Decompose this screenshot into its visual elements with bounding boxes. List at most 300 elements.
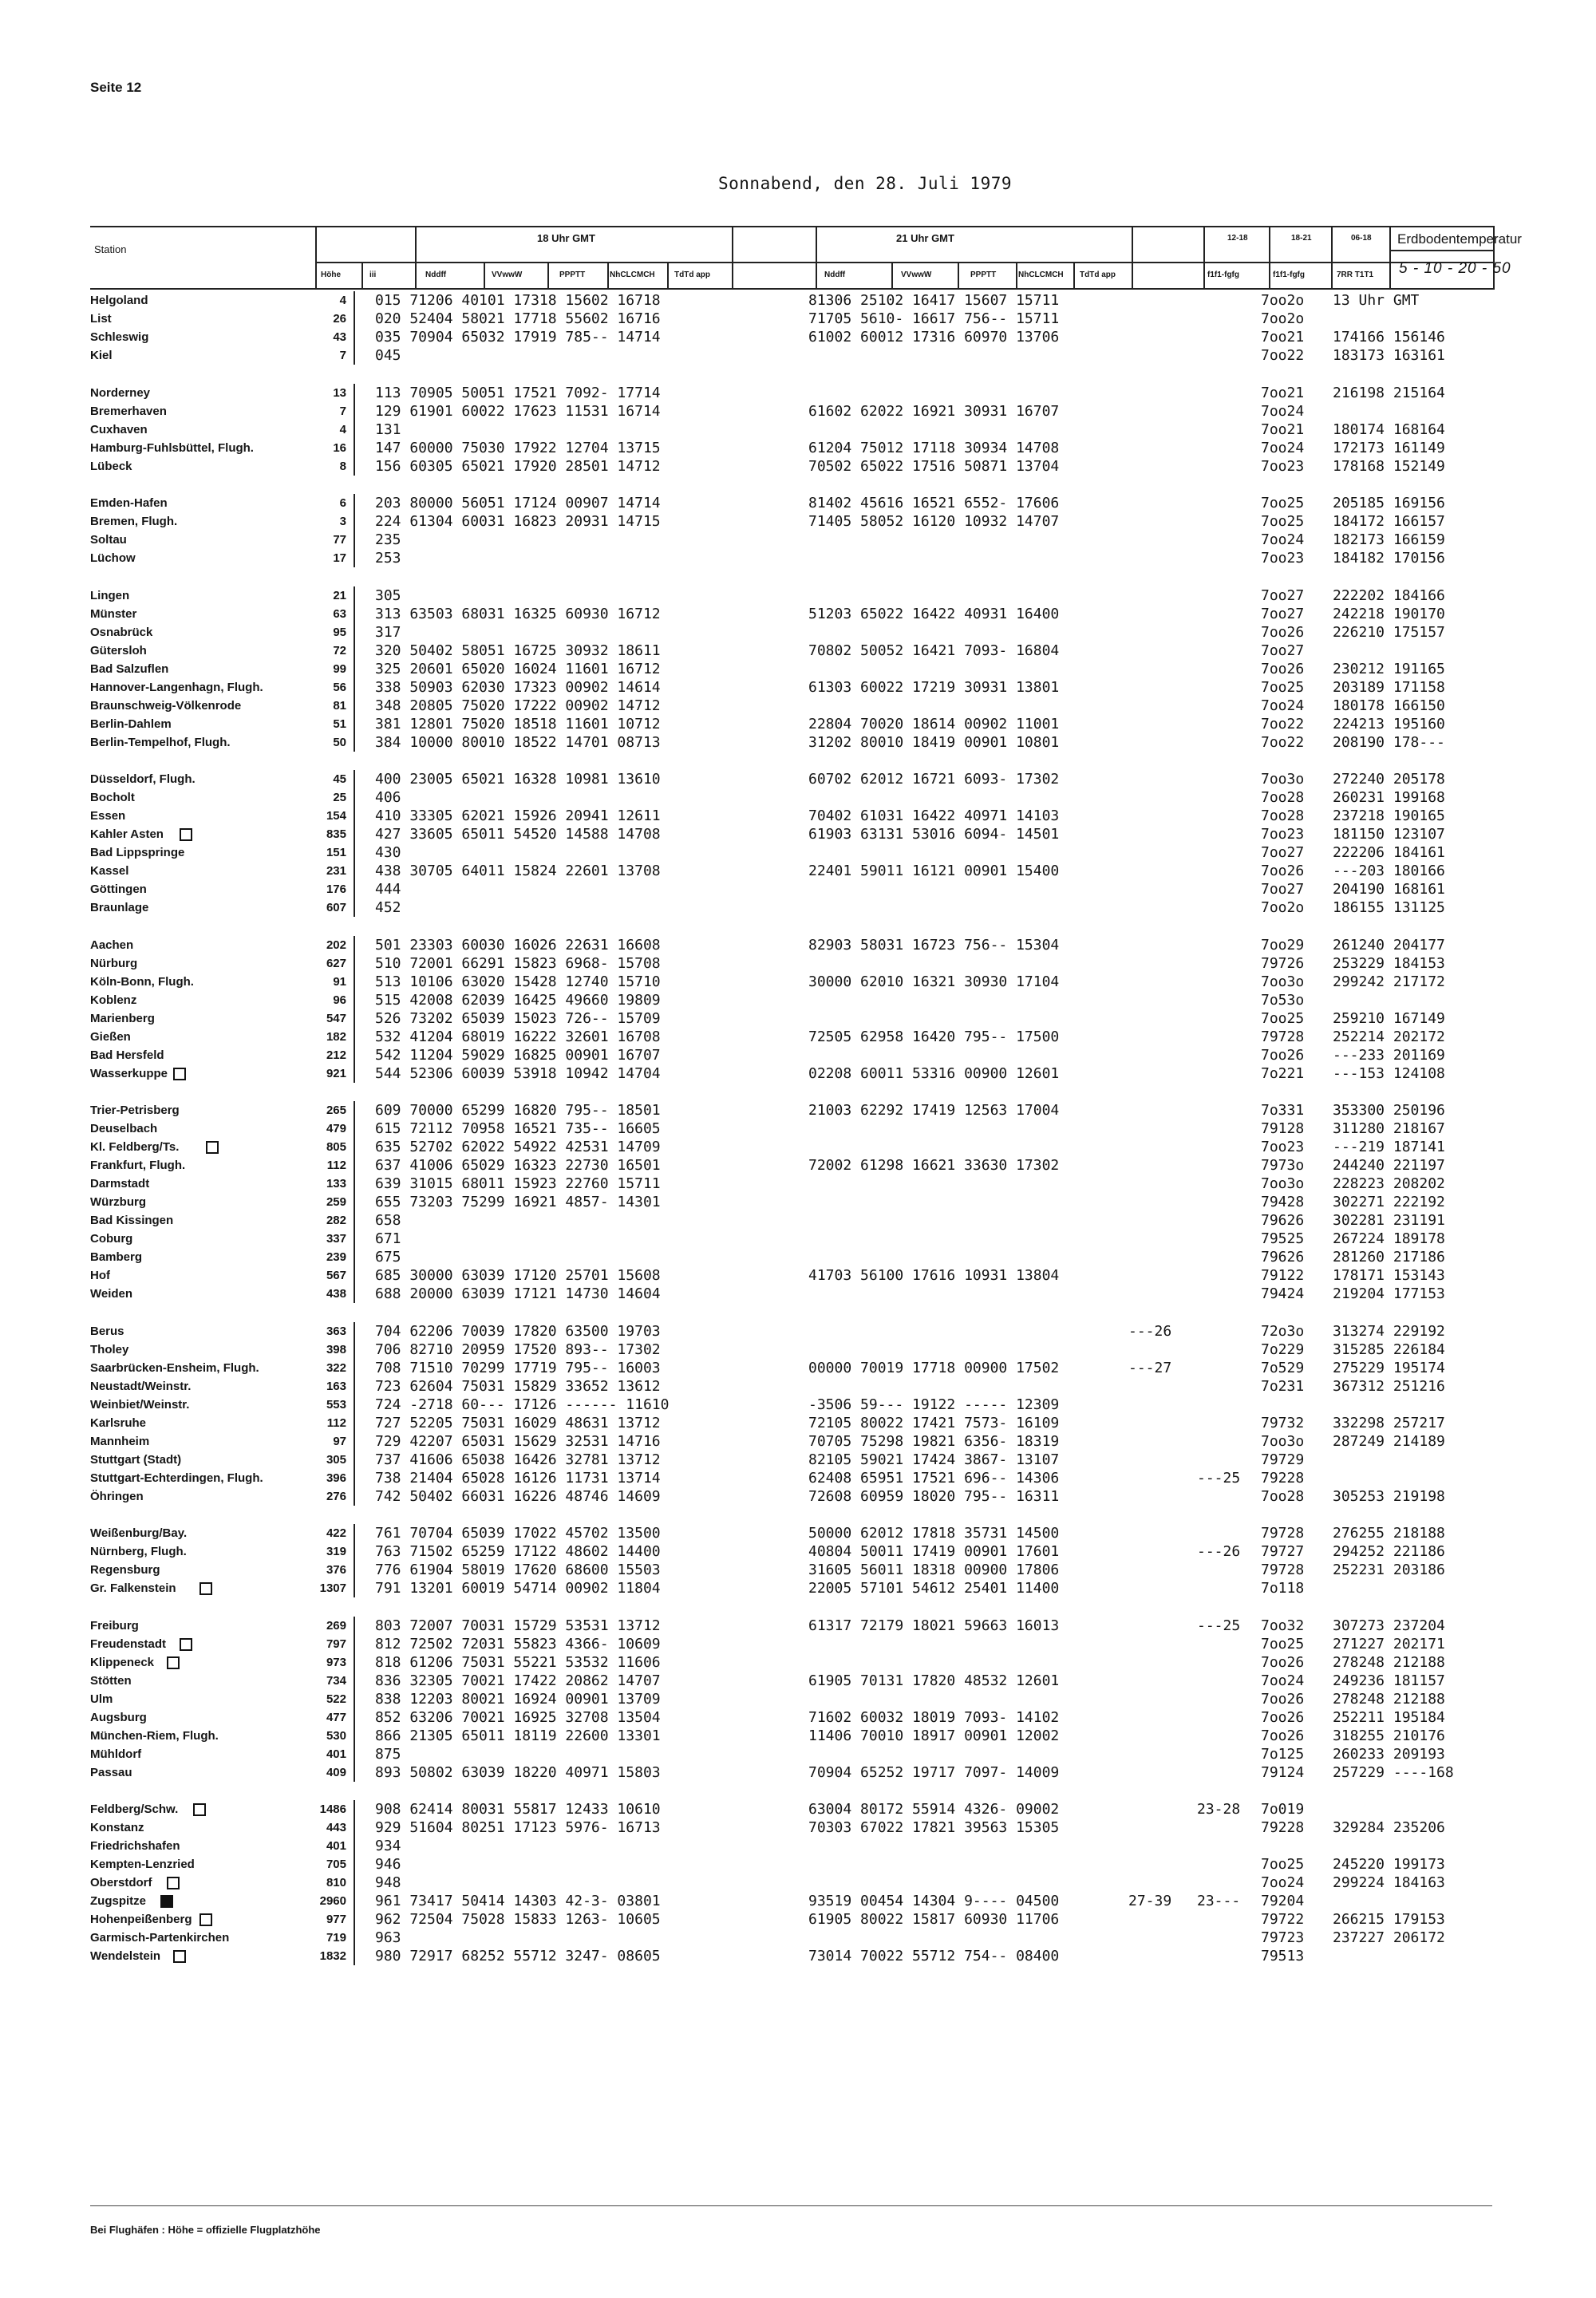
station-altitude: 182 [326, 1029, 346, 1044]
obs-21-utc: 72608 60959 18020 795-- 16311 [808, 1487, 1060, 1505]
soil-temperature: 178171 153143 [1333, 1267, 1445, 1284]
column-rule [354, 291, 355, 365]
obs-21-utc: 61002 60012 17316 60970 13706 [808, 329, 1060, 345]
mountain-station-marker-icon [173, 1068, 186, 1080]
temp-extremes-06-18: 7oo24 [1261, 1874, 1305, 1891]
temp-extremes-06-18: 7oo3o [1261, 973, 1305, 990]
station-altitude: 607 [326, 901, 346, 914]
obs-21-utc: 70402 61031 16422 40971 14103 [808, 807, 1060, 824]
station-name: Soltau [90, 533, 127, 547]
station-altitude: 401 [326, 1839, 346, 1853]
obs-18-utc: 723 62604 75031 15829 33652 13612 [375, 1377, 661, 1395]
station-name: Kiel [90, 349, 113, 362]
station-altitude: 212 [326, 1048, 346, 1062]
table-row [0, 1524, 1596, 1542]
soil-temperature: 244240 221197 [1333, 1157, 1445, 1174]
header-col-4: NhCLCMCH [610, 270, 655, 279]
temp-extremes-06-18: 7oo3o [1261, 771, 1305, 788]
station-name: Lüchow [90, 551, 136, 565]
station-name: Weinbiet/Weinstr. [90, 1397, 190, 1412]
soil-temperature: 237218 190165 [1333, 807, 1445, 824]
soil-temperature: 318255 210176 [1333, 1727, 1445, 1744]
station-name: Essen [90, 809, 126, 823]
temp-extremes-06-18: 79728 [1261, 1525, 1305, 1542]
station-altitude: 567 [326, 1269, 346, 1282]
station-altitude: 401 [326, 1747, 346, 1761]
max-wind-18-21: ---26 [1197, 1543, 1241, 1560]
header-col-3: PPPTT [559, 270, 586, 279]
obs-21-utc: 70502 65022 17516 50871 13704 [808, 457, 1060, 475]
obs-18-utc: 317 [375, 623, 401, 641]
temp-extremes-06-18: 79128 [1261, 1120, 1305, 1137]
temp-extremes-06-18: 7oo26 [1261, 1046, 1305, 1064]
obs-21-utc: 22804 70020 18614 00902 11001 [808, 715, 1060, 732]
soil-temperature: 275229 195174 [1333, 1359, 1445, 1376]
table-row [0, 991, 1596, 1009]
soil-temperature: 329284 235206 [1333, 1819, 1445, 1836]
table-row [0, 1009, 1596, 1028]
station-name: Bad Kissingen [90, 1214, 174, 1227]
obs-18-utc: 729 42207 65031 15629 32531 14716 [375, 1432, 661, 1450]
obs-18-utc: 761 70704 65039 17022 45702 13500 [375, 1525, 661, 1542]
soil-temperature: ---219 187141 [1333, 1139, 1445, 1155]
table-row [0, 1561, 1596, 1579]
station-name: Hohenpeißenberg [90, 1913, 192, 1926]
station-name: Frankfurt, Flugh. [90, 1159, 186, 1172]
mountain-station-marker-icon [180, 828, 192, 841]
station-altitude: 973 [326, 1655, 346, 1669]
obs-18-utc: 513 10106 63020 15428 12740 15710 [375, 973, 661, 990]
station-name: Kahler Asten [90, 827, 164, 841]
temp-extremes-06-18: 7oo26 [1261, 1727, 1305, 1744]
station-name: Wendelstein [90, 1949, 161, 1963]
table-row [0, 1248, 1596, 1266]
table-row [0, 715, 1596, 733]
station-name: Osnabrück [90, 625, 153, 639]
temp-extremes-06-18: 7oo27 [1261, 586, 1305, 604]
temp-extremes-06-18: 7oo24 [1261, 531, 1305, 548]
table-row [0, 642, 1596, 660]
obs-21-utc: 61204 75012 17118 30934 14708 [808, 439, 1060, 456]
temp-extremes-06-18: 7oo28 [1261, 789, 1305, 806]
obs-21-utc: 81306 25102 16417 15607 15711 [808, 292, 1060, 309]
obs-21-utc: 72505 62958 16420 795-- 17500 [808, 1028, 1060, 1045]
station-name: Braunschweig-Völkenrode [90, 698, 242, 713]
table-row [0, 733, 1596, 752]
obs-18-utc: 325 20601 65020 16024 11601 16712 [375, 660, 661, 677]
table-row [0, 531, 1596, 549]
temp-extremes-06-18: 7oo24 [1261, 1672, 1305, 1689]
soil-temperature: 267224 189178 [1333, 1230, 1445, 1247]
station-altitude: 477 [326, 1710, 346, 1724]
table-row [0, 1947, 1596, 1965]
obs-18-utc: 980 72917 68252 55712 3247- 08605 [375, 1948, 661, 1964]
table-row [0, 586, 1596, 605]
mountain-station-marker-icon [206, 1141, 219, 1154]
temp-extremes-06-18: 7oo27 [1261, 605, 1305, 622]
obs-18-utc: 818 61206 75031 55221 53532 11606 [375, 1653, 661, 1671]
station-name: Nürburg [90, 956, 138, 970]
table-row [0, 1211, 1596, 1230]
table-row [0, 1763, 1596, 1782]
table-row [0, 1542, 1596, 1561]
station-name: Trier-Petrisberg [90, 1104, 180, 1117]
obs-18-utc: 384 10000 80010 18522 14701 08713 [375, 733, 661, 751]
station-altitude: 805 [326, 1140, 346, 1154]
soil-temperature: 311280 218167 [1333, 1120, 1445, 1137]
table-row [0, 1469, 1596, 1487]
station-altitude: 1307 [319, 1581, 346, 1595]
station-altitude: 51 [333, 717, 346, 731]
table-row [0, 1579, 1596, 1597]
station-name: Göttingen [90, 882, 147, 896]
table-row [0, 1322, 1596, 1340]
station-altitude: 97 [333, 1434, 346, 1448]
soil-temperature: ---233 201169 [1333, 1046, 1445, 1064]
obs-21-utc: 63004 80172 55914 4326- 09002 [808, 1801, 1060, 1818]
temp-extremes-06-18: 7oo23 [1261, 550, 1305, 567]
station-altitude: 133 [326, 1177, 346, 1190]
obs-18-utc: 224 61304 60031 16823 20931 14715 [375, 513, 661, 530]
temp-extremes-06-18: 79124 [1261, 1763, 1305, 1781]
station-name: Bremerhaven [90, 404, 167, 418]
table-row [0, 1377, 1596, 1396]
table-row [0, 862, 1596, 880]
obs-18-utc: 637 41006 65029 16323 22730 16501 [375, 1157, 661, 1174]
obs-18-utc: 609 70000 65299 16820 795-- 18501 [375, 1102, 661, 1119]
obs-18-utc: 704 62206 70039 17820 63500 19703 [375, 1322, 661, 1340]
date-line: Sonnabend, den 28. Juli 1979 [718, 174, 1013, 193]
table-row [0, 439, 1596, 457]
soil-temperature: ---153 124108 [1333, 1064, 1445, 1082]
obs-18-utc: 961 73417 50414 14303 42-3- 03801 [375, 1893, 661, 1909]
temp-extremes-06-18: 72o3o [1261, 1322, 1305, 1340]
soil-temperature: 242218 190170 [1333, 605, 1445, 622]
station-name: Düsseldorf, Flugh. [90, 772, 196, 786]
temp-extremes-06-18: 79228 [1261, 1469, 1305, 1487]
station-altitude: 26 [333, 312, 346, 326]
table-row [0, 788, 1596, 807]
table-row [0, 421, 1596, 439]
table-row [0, 843, 1596, 862]
station-altitude: 202 [326, 938, 346, 952]
station-altitude: 231 [326, 864, 346, 878]
max-wind-18-21: 23--- [1197, 1893, 1241, 1909]
station-altitude: 176 [326, 882, 346, 896]
station-name: Münster [90, 606, 137, 621]
station-altitude: 91 [333, 974, 346, 989]
obs-18-utc: 430 [375, 844, 401, 861]
station-name: Öhringen [90, 1489, 144, 1503]
temp-extremes-06-18: 7o221 [1261, 1064, 1305, 1082]
header-sub-3: 7RR T1T1 [1337, 270, 1374, 279]
temp-extremes-06-18: 7oo22 [1261, 347, 1305, 364]
station-altitude: 479 [326, 1122, 346, 1135]
temp-extremes-06-18: 7oo22 [1261, 733, 1305, 751]
temp-extremes-06-18: 7o53o [1261, 991, 1305, 1009]
temp-extremes-06-18: 7oo28 [1261, 1487, 1305, 1505]
soil-temperature: 260233 209193 [1333, 1745, 1445, 1763]
temp-extremes-06-18: 79122 [1261, 1267, 1305, 1284]
station-name: Marienberg [90, 1011, 155, 1025]
station-altitude: 95 [333, 625, 346, 639]
station-name: Cuxhaven [90, 422, 148, 436]
soil-temperature: 253229 184153 [1333, 954, 1445, 972]
station-altitude: 438 [326, 1287, 346, 1301]
table-row [0, 954, 1596, 973]
max-wind-12-18: ---27 [1128, 1359, 1172, 1376]
obs-21-utc: 11406 70010 18917 00901 12002 [808, 1727, 1060, 1744]
obs-18-utc: 852 63206 70021 16925 32708 13504 [375, 1708, 661, 1726]
station-altitude: 977 [326, 1913, 346, 1926]
table-row [0, 1727, 1596, 1745]
soil-temperature: 278248 212188 [1333, 1690, 1445, 1708]
temp-extremes-06-18: 7oo24 [1261, 402, 1305, 420]
obs-18-utc: 400 23005 65021 16328 10981 13610 [375, 771, 661, 788]
station-altitude: 719 [326, 1931, 346, 1945]
station-altitude: 322 [326, 1360, 346, 1375]
column-rule [354, 494, 355, 567]
station-name: Coburg [90, 1232, 133, 1246]
station-altitude: 305 [326, 1452, 346, 1467]
table-row [0, 384, 1596, 402]
obs-21-utc: 61602 62022 16921 30931 16707 [808, 402, 1060, 420]
soil-temperature: 172173 161149 [1333, 439, 1445, 456]
soil-temperature: 183173 163161 [1333, 347, 1445, 364]
soil-temperature: 178168 152149 [1333, 457, 1445, 475]
station-altitude: 810 [326, 1876, 346, 1889]
temp-extremes-06-18: 7oo2o [1261, 899, 1305, 916]
station-name: Feldberg/Schw. [90, 1802, 179, 1816]
table-row [0, 1340, 1596, 1359]
obs-21-utc: 41703 56100 17616 10931 13804 [808, 1267, 1060, 1284]
temp-extremes-06-18: 79727 [1261, 1543, 1305, 1560]
obs-21-utc: 31202 80010 18419 00901 10801 [808, 733, 1060, 751]
temp-extremes-06-18: 7oo22 [1261, 715, 1305, 732]
soil-temperature: 315285 226184 [1333, 1340, 1445, 1358]
table-row [0, 880, 1596, 898]
obs-18-utc: 763 71502 65259 17122 48602 14400 [375, 1543, 661, 1560]
soil-temperature: 287249 214189 [1333, 1432, 1445, 1450]
obs-18-utc: 685 30000 63039 17120 25701 15608 [375, 1267, 661, 1284]
temp-extremes-06-18: 7oo27 [1261, 642, 1305, 659]
table-row [0, 1635, 1596, 1653]
station-altitude: 77 [333, 533, 346, 547]
station-altitude: 396 [326, 1471, 346, 1485]
station-name: Friedrichshafen [90, 1839, 180, 1853]
station-name: Weiden [90, 1287, 133, 1301]
obs-18-utc: 866 21305 65011 18119 22600 13301 [375, 1727, 661, 1744]
table-row [0, 1910, 1596, 1929]
table-row [0, 310, 1596, 328]
header-col-1: Nddff [425, 270, 447, 279]
obs-18-utc: 131 [375, 421, 401, 438]
page-number: Seite 12 [90, 80, 142, 95]
header-erd-depths: 5 - 10 - 20 - 50 [1399, 260, 1511, 277]
station-altitude: 112 [326, 1416, 346, 1430]
station-altitude: 1832 [319, 1949, 346, 1963]
table-row [0, 973, 1596, 991]
obs-18-utc: 929 51604 80251 17123 5976- 16713 [375, 1819, 661, 1836]
temp-extremes-06-18: 7oo25 [1261, 1856, 1305, 1873]
temp-extremes-06-18: 7oo29 [1261, 936, 1305, 954]
station-altitude: 151 [326, 846, 346, 859]
table-row [0, 1230, 1596, 1248]
soil-temperature: 204190 168161 [1333, 881, 1445, 898]
column-rule [354, 1322, 355, 1506]
table-row [0, 1064, 1596, 1083]
station-altitude: 112 [326, 1159, 346, 1172]
column-rule [354, 1101, 355, 1303]
table-row [0, 1138, 1596, 1156]
obs-18-utc: 671 [375, 1230, 401, 1247]
soil-temperature: 313274 229192 [1333, 1322, 1445, 1340]
table-row [0, 1855, 1596, 1874]
station-name: Stuttgart (Stadt) [90, 1452, 182, 1467]
soil-temperature: 353300 250196 [1333, 1102, 1445, 1119]
table-row [0, 1892, 1596, 1910]
soil-temperature: 305253 219198 [1333, 1487, 1445, 1505]
obs-21-utc: 21003 62292 17419 12563 17004 [808, 1102, 1060, 1119]
obs-21-utc: 61903 63131 53016 6094- 14501 [808, 826, 1060, 843]
station-name: Neustadt/Weinstr. [90, 1379, 192, 1393]
header-erdbodentemperatur: Erdbodentemperatur [1397, 231, 1522, 247]
station-altitude: 21 [333, 588, 346, 602]
header-iii: iii [369, 270, 377, 279]
max-wind-12-18: ---26 [1128, 1322, 1172, 1340]
obs-18-utc: 639 31015 68011 15923 22760 15711 [375, 1175, 661, 1192]
table-row [0, 1396, 1596, 1414]
temp-extremes-06-18: 79525 [1261, 1230, 1305, 1247]
station-name: Berlin-Tempelhof, Flugh. [90, 735, 231, 749]
obs-21-utc: 72105 80022 17421 7573- 16109 [808, 1414, 1060, 1431]
mountain-station-marker-icon [180, 1638, 192, 1651]
soil-temperature: 272240 205178 [1333, 771, 1445, 788]
obs-21-utc: 22401 59011 16121 00901 15400 [808, 863, 1060, 879]
obs-18-utc: 348 20805 75020 17222 00902 14712 [375, 697, 661, 714]
station-name: Regensburg [90, 1563, 160, 1577]
table-row [0, 1653, 1596, 1672]
obs-18-utc: 544 52306 60039 53918 10942 14704 [375, 1064, 661, 1082]
station-altitude: 6 [339, 496, 346, 510]
mountain-station-marker-icon [200, 1913, 212, 1926]
station-name: Freiburg [90, 1618, 139, 1633]
temp-extremes-06-18: 7o125 [1261, 1745, 1305, 1763]
table-row [0, 1487, 1596, 1506]
mountain-station-marker-icon [160, 1895, 173, 1908]
temp-extremes-06-18: 79722 [1261, 1911, 1305, 1928]
station-name: Helgoland [90, 294, 148, 307]
temp-extremes-06-18: 7973o [1261, 1157, 1305, 1174]
table-row [0, 936, 1596, 954]
station-altitude: 72 [333, 643, 346, 657]
obs-21-utc: 30000 62010 16321 30930 17104 [808, 973, 1060, 990]
max-wind-18-21: ---25 [1197, 1617, 1241, 1634]
soil-temperature: 184182 170156 [1333, 550, 1445, 567]
column-rule [354, 384, 355, 476]
obs-18-utc: 635 52702 62022 54922 42531 14709 [375, 1139, 661, 1155]
soil-temperature: 237227 206172 [1333, 1929, 1445, 1946]
obs-21-utc: 60702 62012 16721 6093- 17302 [808, 771, 1060, 788]
station-name: Stötten [90, 1673, 132, 1688]
obs-21-utc: 70303 67022 17821 39563 15305 [808, 1819, 1060, 1836]
temp-extremes-06-18: 7oo2o [1261, 292, 1305, 309]
table-row [0, 1414, 1596, 1432]
temp-extremes-06-18: 79732 [1261, 1414, 1305, 1431]
table-row [0, 1119, 1596, 1138]
obs-18-utc: 948 [375, 1874, 401, 1891]
station-altitude: 25 [333, 791, 346, 804]
table-row [0, 697, 1596, 715]
table-row [0, 1745, 1596, 1763]
obs-18-utc: 675 [375, 1249, 401, 1265]
obs-18-utc: 427 33605 65011 54520 14588 14708 [375, 826, 661, 843]
station-altitude: 530 [326, 1728, 346, 1743]
station-altitude: 705 [326, 1858, 346, 1871]
station-altitude: 522 [326, 1692, 346, 1706]
station-altitude: 269 [326, 1618, 346, 1633]
soil-temperature: 219204 177153 [1333, 1285, 1445, 1302]
soil-temperature: 230212 191165 [1333, 660, 1445, 677]
obs-18-utc: 320 50402 58051 16725 30932 18611 [375, 642, 661, 659]
obs-21-utc: 72002 61298 16621 33630 17302 [808, 1157, 1060, 1174]
station-altitude: 2960 [319, 1894, 346, 1908]
header-block-18: 18 Uhr GMT [537, 232, 595, 244]
station-name: Hannover-Langenhagn, Flugh. [90, 680, 263, 694]
temp-extremes-06-18: 79626 [1261, 1212, 1305, 1229]
table-row [0, 1266, 1596, 1285]
table-row [0, 1046, 1596, 1064]
temp-extremes-06-18: 79228 [1261, 1819, 1305, 1836]
obs-18-utc: 893 50802 63039 18220 40971 15803 [375, 1763, 661, 1781]
station-altitude: 4 [339, 422, 346, 436]
temp-extremes-06-18: 7oo25 [1261, 513, 1305, 530]
soil-temperature: 203189 171158 [1333, 678, 1445, 696]
obs-18-utc: 438 30705 64011 15824 22601 13708 [375, 863, 661, 879]
soil-temperature: 249236 181157 [1333, 1672, 1445, 1689]
obs-18-utc: 020 52404 58021 17718 55602 16716 [375, 310, 661, 327]
temp-extremes-06-18: 7oo26 [1261, 623, 1305, 641]
table-row [0, 1929, 1596, 1947]
soil-temperature: 205185 169156 [1333, 495, 1445, 511]
header-col-6: Nddff [824, 270, 846, 279]
temp-extremes-06-18: 7o019 [1261, 1801, 1305, 1818]
obs-18-utc: 836 32305 70021 17422 20862 14707 [375, 1672, 661, 1689]
obs-18-utc: 313 63503 68031 16325 60930 16712 [375, 605, 661, 622]
header-sub-1: f1f1-fgfg [1207, 270, 1239, 279]
station-name: Freudenstadt [90, 1637, 167, 1651]
header-sub-2: f1f1-fgfg [1273, 270, 1305, 279]
table-row [0, 402, 1596, 421]
table-row [0, 1800, 1596, 1818]
obs-18-utc: 235 [375, 531, 401, 548]
soil-temperature: 208190 178--- [1333, 733, 1445, 751]
station-altitude: 422 [326, 1526, 346, 1540]
station-name: Bocholt [90, 791, 135, 804]
soil-temperature: 216198 215164 [1333, 384, 1445, 401]
obs-21-utc: 82105 59021 17424 3867- 13107 [808, 1451, 1060, 1468]
obs-18-utc: 015 71206 40101 17318 15602 16718 [375, 292, 661, 309]
station-altitude: 17 [333, 551, 346, 565]
obs-21-utc: 02208 60011 53316 00900 12601 [808, 1064, 1060, 1082]
soil-temperature: 257229 ----168 [1333, 1763, 1454, 1781]
obs-21-utc: 71602 60032 18019 7093- 14102 [808, 1708, 1060, 1726]
table-row [0, 1028, 1596, 1046]
station-name: Lübeck [90, 459, 132, 473]
temp-extremes-06-18: 7oo24 [1261, 439, 1305, 456]
header-block-21: 21 Uhr GMT [896, 232, 954, 244]
obs-18-utc: 963 [375, 1929, 401, 1946]
